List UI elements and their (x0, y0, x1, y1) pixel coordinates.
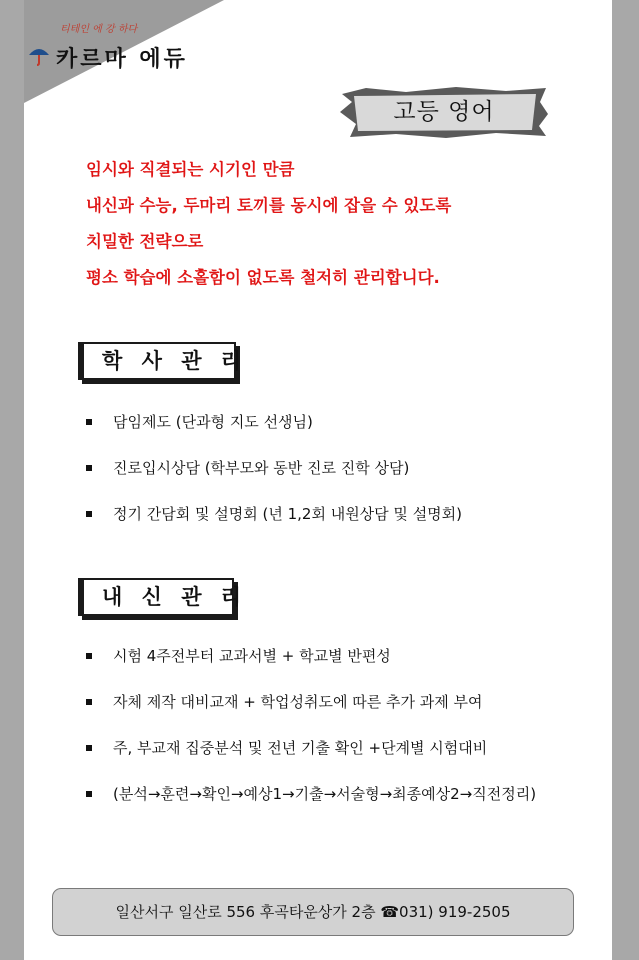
list-item (86, 402, 606, 448)
bullet-icon (86, 791, 92, 797)
list-item-text: 주, 부교재 집중분석 및 전년 기출 확인 +단계별 시험대비 (113, 739, 488, 757)
section-title-academic (78, 342, 248, 380)
brand-name: 카르마 에듀 (56, 47, 188, 72)
intro-line: 치밀한 전략으로 (86, 232, 204, 251)
list-item (86, 728, 606, 774)
bullet-icon (86, 745, 92, 751)
section-title-text: 학 사 관 리 (102, 349, 248, 373)
list-item-text: 시험 4주전부터 교과서별 + 학교별 반편성 (113, 647, 391, 665)
list-item (86, 682, 606, 728)
bullet-icon (86, 511, 92, 517)
list-item-text: (분석→훈련→확인→예상1→기출→서술형→최종예상2→직전정리) (113, 785, 537, 803)
flyer-page (24, 0, 612, 960)
umbrella-logo-icon (28, 44, 50, 66)
list-item-text: 자체 제작 대비교재 + 학업성취도에 따른 추가 과제 부여 (113, 693, 483, 711)
bullet-icon (86, 419, 92, 425)
list-item-text: 진로입시상담 (학부모와 동반 진로 진학 상담) (113, 459, 410, 477)
intro-line: 평소 학습에 소홀함이 없도록 철저히 관리합니다. (86, 268, 440, 287)
intro-text (86, 152, 586, 296)
list-item (86, 448, 606, 494)
brand-tagline: 티테인 에 강 하다 (60, 24, 138, 35)
list-item (86, 636, 606, 682)
subject-title: 고등 영어 (393, 99, 495, 125)
list-item-text: 담임제도 (단과형 지도 선생님) (113, 413, 313, 431)
address-text: 일산서구 일산로 556 후곡타운상가 2층 ☎031) 919-2505 (115, 903, 511, 921)
bullet-icon (86, 465, 92, 471)
brand-logo (28, 20, 208, 80)
bullet-icon (86, 699, 92, 705)
intro-line: 내신과 수능, 두마리 토끼를 동시에 잡을 수 있도록 (86, 196, 452, 215)
academic-list (86, 402, 606, 540)
list-item-text: 정기 간담회 및 설명회 (년 1,2회 내원상담 및 설명회) (113, 505, 463, 523)
list-item (86, 494, 606, 540)
list-item (86, 774, 606, 820)
school-grades-list (86, 636, 606, 820)
bullet-icon (86, 653, 92, 659)
section-title-text: 내 신 관 리 (102, 585, 248, 609)
section-title-school-grades (78, 578, 248, 616)
address-bar (52, 888, 574, 936)
intro-line: 임시와 직결되는 시기인 만큼 (86, 160, 295, 179)
subject-badge (336, 84, 552, 140)
